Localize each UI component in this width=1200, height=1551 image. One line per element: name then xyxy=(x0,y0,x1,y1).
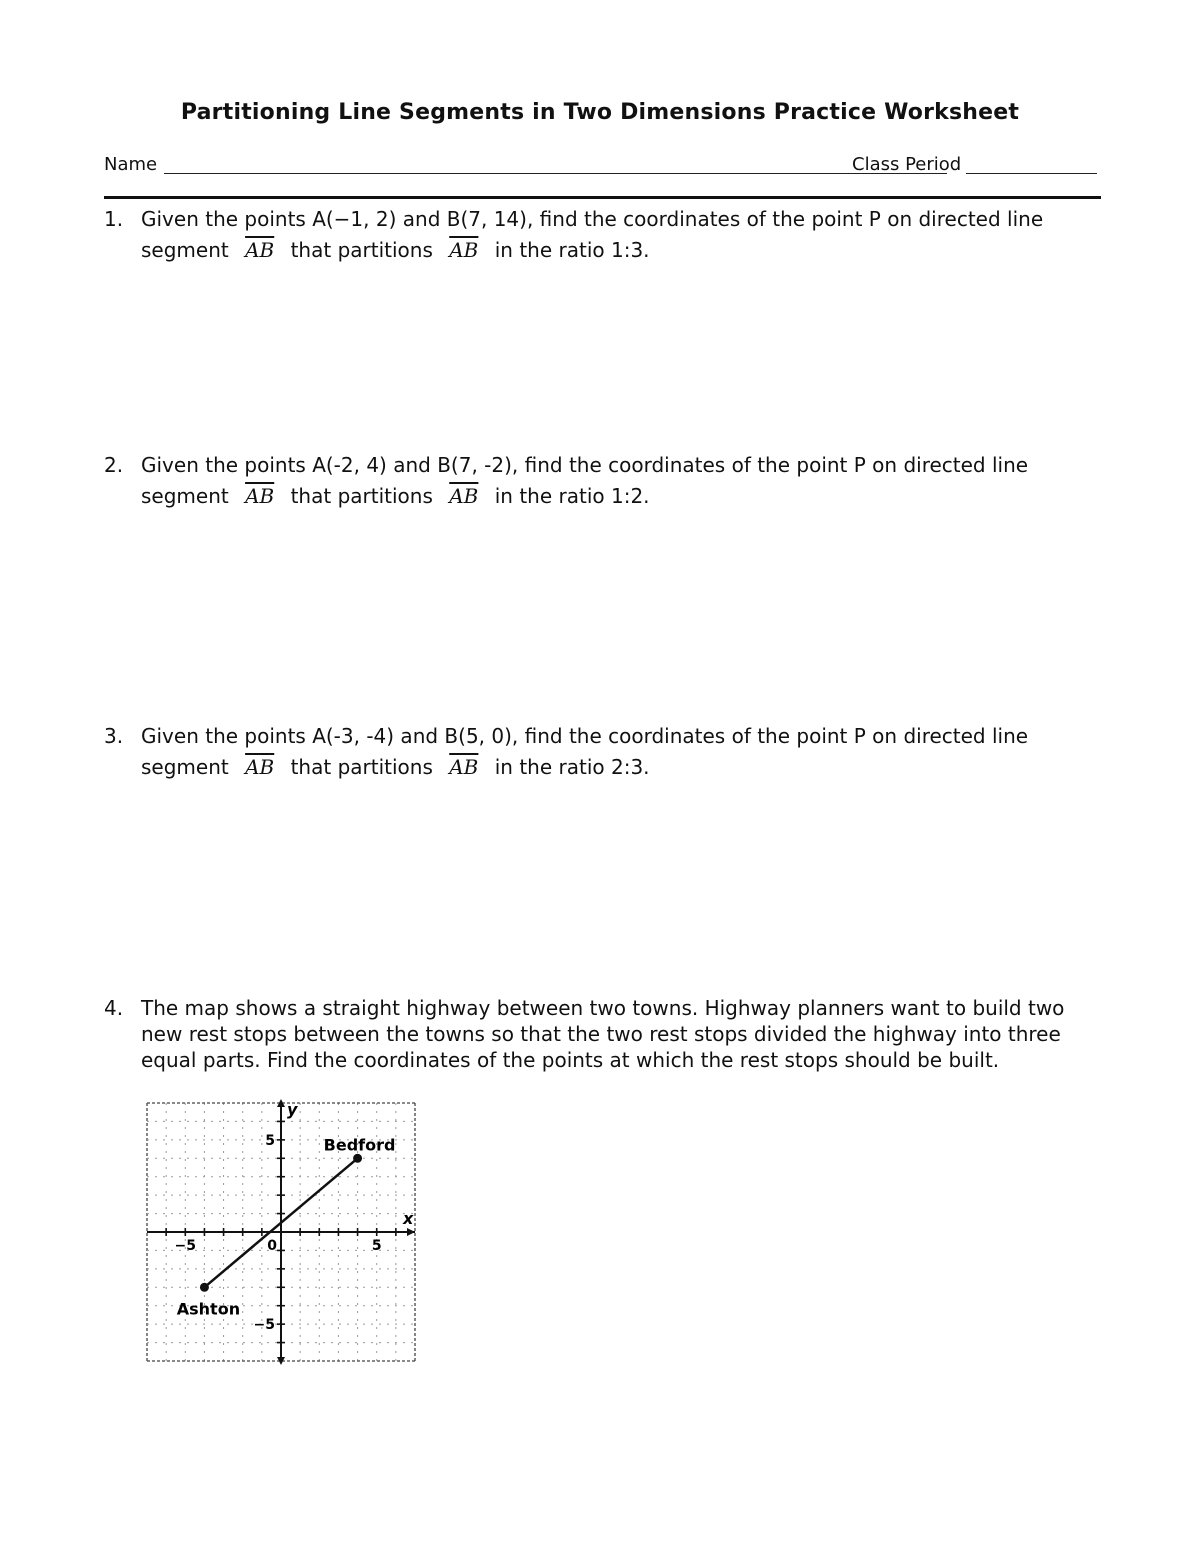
question-text: The map shows a straight highway between two towns. Highway planners want to build two new rest stops between the towns so that the two rest stops divided the highway into three equal parts. Find the coordinates of the points at which the rest stops should be built. xyxy=(141,996,1065,1072)
question-number: 2. xyxy=(104,453,124,477)
name-period-row xyxy=(104,154,1097,180)
question-3 xyxy=(104,721,1104,783)
segment-ab-label: $\overline{AB}$ xyxy=(245,755,275,779)
bedford-point xyxy=(353,1154,362,1163)
question-1 xyxy=(104,204,1104,266)
question-number: 1. xyxy=(104,207,124,231)
x-axis-label: x xyxy=(403,1209,414,1228)
origin-label: 0 xyxy=(267,1238,277,1254)
question-ratio: in the ratio 1:2. xyxy=(494,484,650,508)
question-ratio: in the ratio 1:3. xyxy=(494,238,650,262)
class-period-blank[interactable] xyxy=(966,173,1097,174)
x-tick-label-5: 5 xyxy=(371,1238,382,1254)
question-prompt: Given the points A(-2, 4) and B(7, -2), find the coordinates of the point P on directed line segment xyxy=(141,453,1029,508)
question-prompt: Given the points A(-3, -4) and B(5, 0), find the coordinates of the point P on directed line segment xyxy=(141,724,1029,779)
segment-ab-label: $\overline{AB}$ xyxy=(449,755,479,779)
question-connector: that partitions xyxy=(290,484,433,508)
bedford-label: Bedford xyxy=(323,1135,396,1155)
header-divider xyxy=(104,196,1101,199)
question-text xyxy=(141,721,1104,783)
question-2 xyxy=(104,450,1104,512)
question-connector: that partitions xyxy=(290,755,433,779)
segment-ab-label: $\overline{AB}$ xyxy=(245,238,275,262)
y-axis-label: y xyxy=(287,1100,298,1119)
x-axis-arrow xyxy=(407,1228,415,1236)
question-ratio: in the ratio 2:3. xyxy=(494,755,650,779)
y-tick-label-neg5: −5 xyxy=(253,1317,275,1334)
x-tick-label-neg5: −5 xyxy=(174,1238,197,1254)
segment-ab-label: $\overline{AB}$ xyxy=(449,484,479,508)
name-label: Name xyxy=(104,154,158,175)
class-period-label: Class Period xyxy=(852,154,962,175)
name-blank[interactable] xyxy=(164,173,947,174)
ashton-point xyxy=(200,1283,209,1292)
question-text xyxy=(141,450,1104,512)
question-connector: that partitions xyxy=(290,238,433,262)
y-tick-label-5: 5 xyxy=(265,1132,275,1149)
question-text xyxy=(141,204,1104,266)
highway-map-graph xyxy=(140,1096,422,1368)
worksheet-title: Partitioning Line Segments in Two Dimensions Practice Worksheet xyxy=(180,100,1020,125)
question-4 xyxy=(104,995,1104,1073)
question-number: 4. xyxy=(104,996,124,1020)
segment-ab-label: $\overline{AB}$ xyxy=(245,484,275,508)
ashton-label: Ashton xyxy=(176,1299,241,1319)
question-number: 3. xyxy=(104,724,124,748)
question-prompt: Given the points A(−1, 2) and B(7, 14), find the coordinates of the point P on directed line segment xyxy=(141,207,1044,262)
segment-ab-label: $\overline{AB}$ xyxy=(449,238,479,262)
